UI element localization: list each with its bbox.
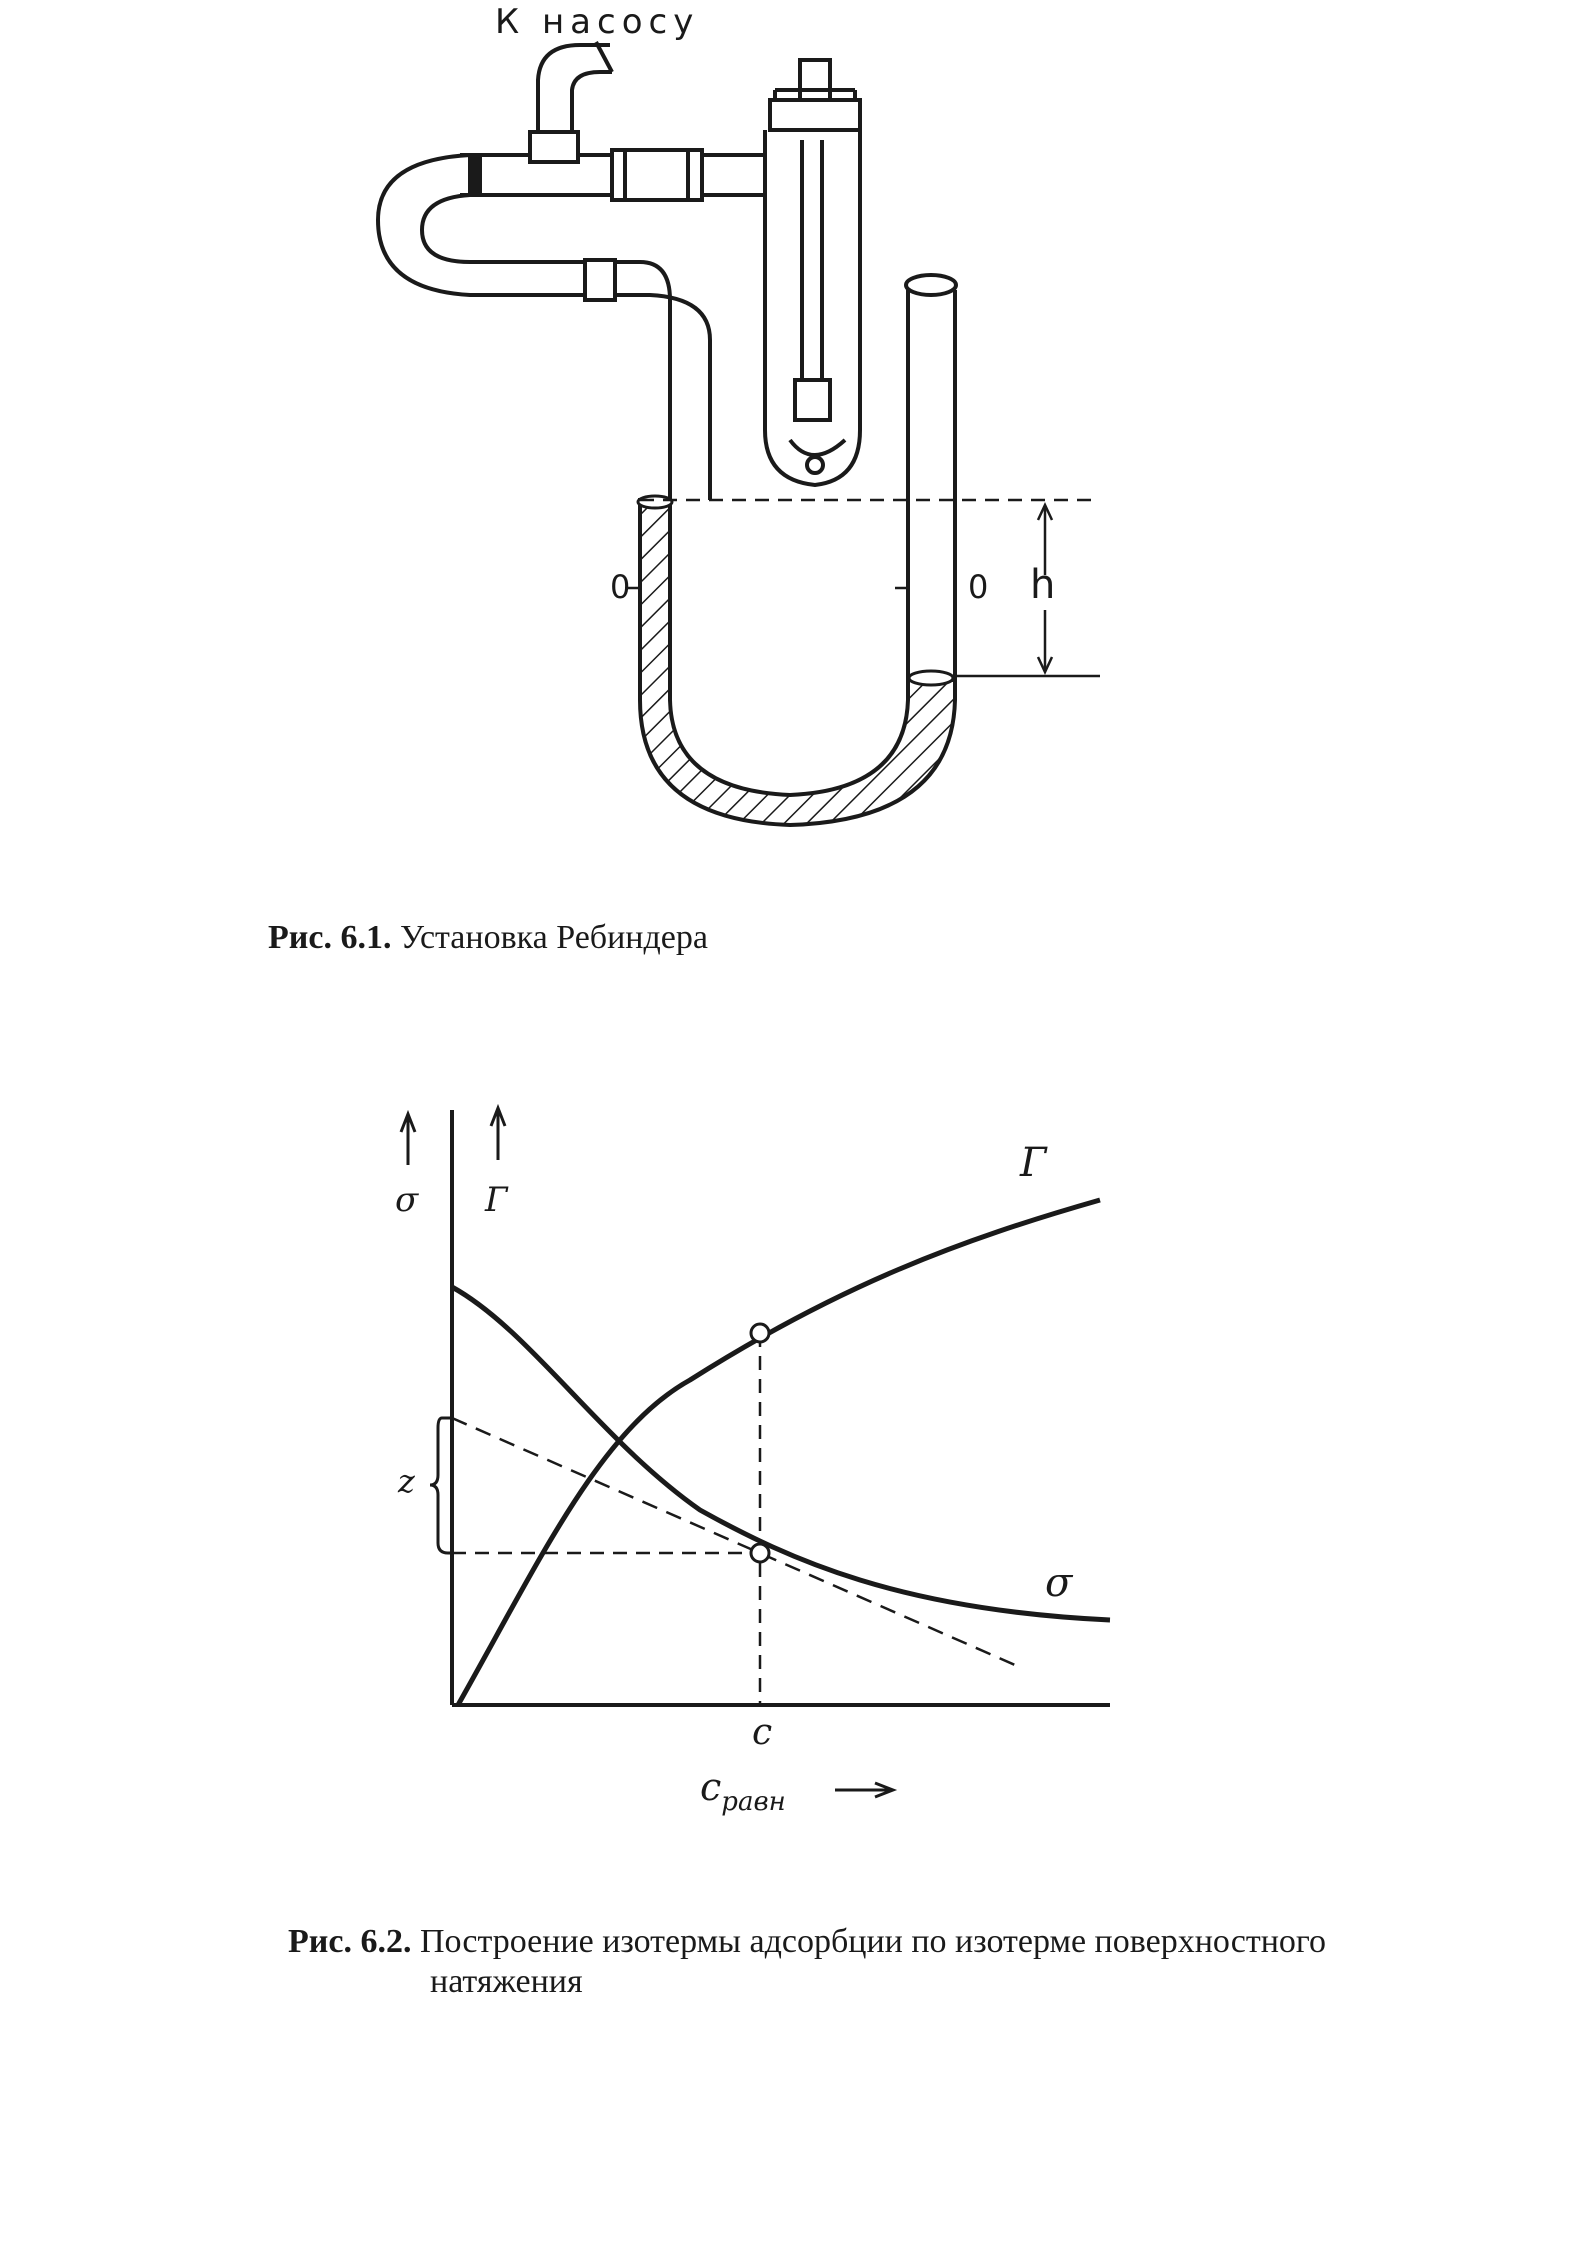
figure-1-caption-number: Рис. 6.1.	[268, 919, 392, 956]
point-on-gamma-curve	[751, 1324, 769, 1342]
x-axis-label-subscript: равн	[721, 1787, 786, 1817]
level-markers	[625, 500, 1100, 676]
construction-lines	[452, 1333, 760, 1705]
figure-1-caption-text: Установка Ребиндера	[399, 919, 708, 956]
gamma-curve-label: Г	[1020, 1140, 1047, 1186]
figure-2-caption-line-1: Построение изотермы адсорбции по изотерме поверхностного	[419, 1923, 1326, 1960]
z-brace	[430, 1418, 452, 1553]
sigma-curve	[452, 1287, 1110, 1620]
figure-2-caption-number: Рис. 6.2.	[288, 1923, 412, 1960]
segment-label-z: z	[398, 1462, 415, 1500]
figure-2-caption	[288, 1922, 1488, 2002]
figure-1-caption	[268, 918, 708, 958]
height-label-h: h	[1030, 562, 1056, 608]
left-bend-pipe	[378, 155, 710, 500]
rebinder-apparatus-drawing	[0, 0, 1585, 900]
pump-label: К насосу	[495, 2, 700, 42]
y-axis-label-gamma: Г	[485, 1180, 508, 1220]
capillary-vessel	[765, 60, 860, 485]
x-axis-label-symbol: c	[700, 1765, 722, 1809]
tangent-line	[452, 1418, 1015, 1665]
figure-2-caption-line-2: натяжения	[430, 1963, 583, 2000]
x-tick-label-c: c	[752, 1712, 773, 1753]
axis-arrows	[401, 1108, 893, 1797]
y-axis-label-sigma: σ	[395, 1180, 419, 1220]
zero-mark-right: 0	[968, 568, 989, 606]
x-axis-label	[700, 1765, 786, 1817]
plot-axes	[452, 1110, 1110, 1705]
horizontal-pipe	[460, 132, 765, 200]
sigma-curve-label: σ	[1045, 1560, 1073, 1606]
gamma-curve	[458, 1200, 1100, 1705]
zero-mark-left: 0	[610, 568, 631, 606]
point-on-sigma-curve	[751, 1544, 769, 1562]
u-tube-manometer	[638, 275, 956, 825]
